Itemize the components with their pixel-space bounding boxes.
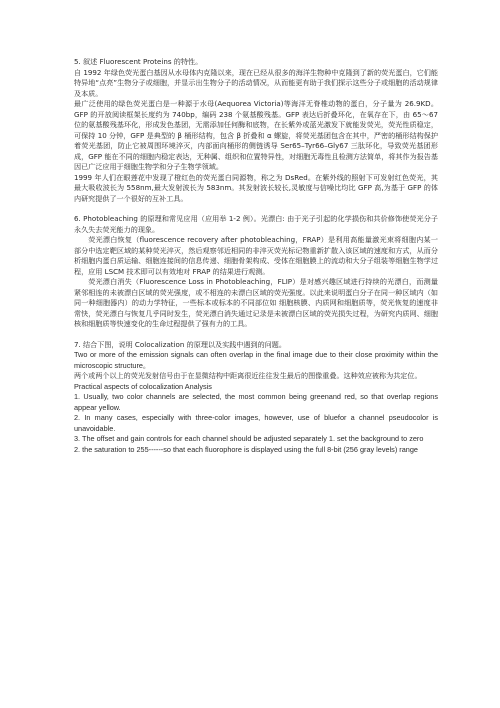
question-6	[74, 214, 438, 330]
question-5-title: 5. 叙述 Fluorescent Proteins 的特性。	[74, 57, 203, 66]
spacer	[74, 330, 438, 340]
list-item: 2. the saturation to 255------so that each fluorophore is displayed using the full 8-bit (256 gray levels) range	[74, 444, 418, 454]
question-7-chinese-definition: 两个或两个以上的荧光发射信号由于在显微结构中距离很近往往发生最后的图像重叠。这种效应被称为共定位。	[74, 371, 422, 380]
question-7-subtitle: Practical aspects of colocalization Analysis	[74, 381, 212, 391]
list-item: 2. In many cases, especially with three-color images, however, use of bluefor a channel pseudocolor is unavoidable.	[74, 413, 438, 433]
question-5-paragraph-1: 自 1992 年绿色荧光蛋白基因从水母体内克隆以来，现在已经从很多的海洋生物种中克隆到了新的荧光蛋白，它们能特异地“点亮”生物分子或细胞，并显示出生物分子的活动情况，从而能更有助于我们探示这些分子或细胞的活动规律及本质。	[74, 67, 438, 98]
question-7-english-definition: Two or more of the emission signals can often overlap in the final image due to their close proximity within the microscopic structure。	[74, 350, 438, 370]
document-body	[74, 57, 438, 455]
question-5-paragraph-2: 最广泛使用的绿色荧光蛋白是一种源于水母(Aequorea Victoria)等海洋无脊椎动物的蛋白，分子量为 26.9KD。GFP 的开放阅读框架长度约为 740bp，编码 238 个氨基酸残基。GFP 表达后折叠环化，在氧存在下，由 65～67 位的氨基酸残基环化，形成发色基团，无需添加任何酶和底物，在长紫外或蓝光激发下就能发荧光，荧光性质稳定，可保持 10 分钟，GFP 是典型的 β 桶形结构，包含 β 折叠和 α 螺旋，将荧光基团包含在其中，严密的桶形结构保护着荧光基团，防止它被周围环境淬灭，内部面向桶形的侧链诱导 Ser65–Tyr66–Gly67 三肽环化，导致荧光基团形成，GFP 能在不同的细胞内稳定表达，无种属、组织和位置特异性，对细胞无毒性且检测方法简单，将其作为报告基因已广泛应用于细胞生物学和分子生物学领域。	[74, 99, 438, 171]
spacer	[74, 204, 438, 214]
question-7	[74, 340, 438, 456]
question-6-paragraph-frap: 荧光漂白恢复（fluorescence recovery after photobleaching，FRAP）是利用高能量激光束将细胞内某一部分中选定靶区域的某种荧光淬灭，然后观察邻近相同的非淬灭荧光标记物重新扩散入该区域的速度和方式，从而分析细胞内蛋白质运输、细胞连接间的信息传递、细胞骨架构成、受体在细胞膜上的流动和大分子组装等细胞生物学过程，应用 LSCM 技术即可以有效地对 FRAP 的结果进行观测。	[74, 235, 438, 276]
question-6-title: 6. Photobleaching 的原理和常见应用（应用举 1-2 例）。光漂白: 由于光子引起的化学损伤和共价修饰使荧光分子永久失去荧光能力的现象。	[74, 214, 438, 234]
question-5-paragraph-3: 1999 年人们在眼莲花中发现了橙红色的荧光蛋白同源物，称之为 DsRed。在紫外线的照射下可发射红色荧光，其最大吸收波长为 558nm,最大发射波长为 583nm。其发射波长较长,灵敏度与信噪比均比 GFP 高,为基于 GFP 的体内研究提供了一个很好的互补工具。	[74, 172, 438, 203]
question-6-paragraph-flip: 荧光漂白消失（Fluorescence Loss in Photobleaching，FLIP）是对感兴趣区域进行持续的光漂白，而测量紧邻相连的未被漂白区域的荧光强度，或不相连的未漂白区域的荧光强度。以此来说明蛋白分子在同一种区域内（如同一种细胞器内）的动力学特征，一些标本或标本的不同部位如 细胞核膜、内质网和细胞质等，荧光恢复的速度非常快，荧光漂白与恢复几乎同时发生，荧光漂白消失通过记录是未被漂白区域的荧光损失过程，为研究内质网、细胞核和细胞质等快速变化的生命过程提供了强有力的工具。	[74, 277, 438, 328]
list-item: 3. The offset and gain controls for each channel should be adjusted separately 1. set the background to zero	[74, 434, 424, 443]
list-item: 1. Usually, two color channels are selected, the most common being greenand red, so that overlap regions appear yellow.	[74, 392, 438, 412]
question-5	[74, 57, 438, 204]
question-7-title: 7. 结合下图，说明 Colocalization 的原理以及实践中遇到的问题。	[74, 339, 286, 349]
